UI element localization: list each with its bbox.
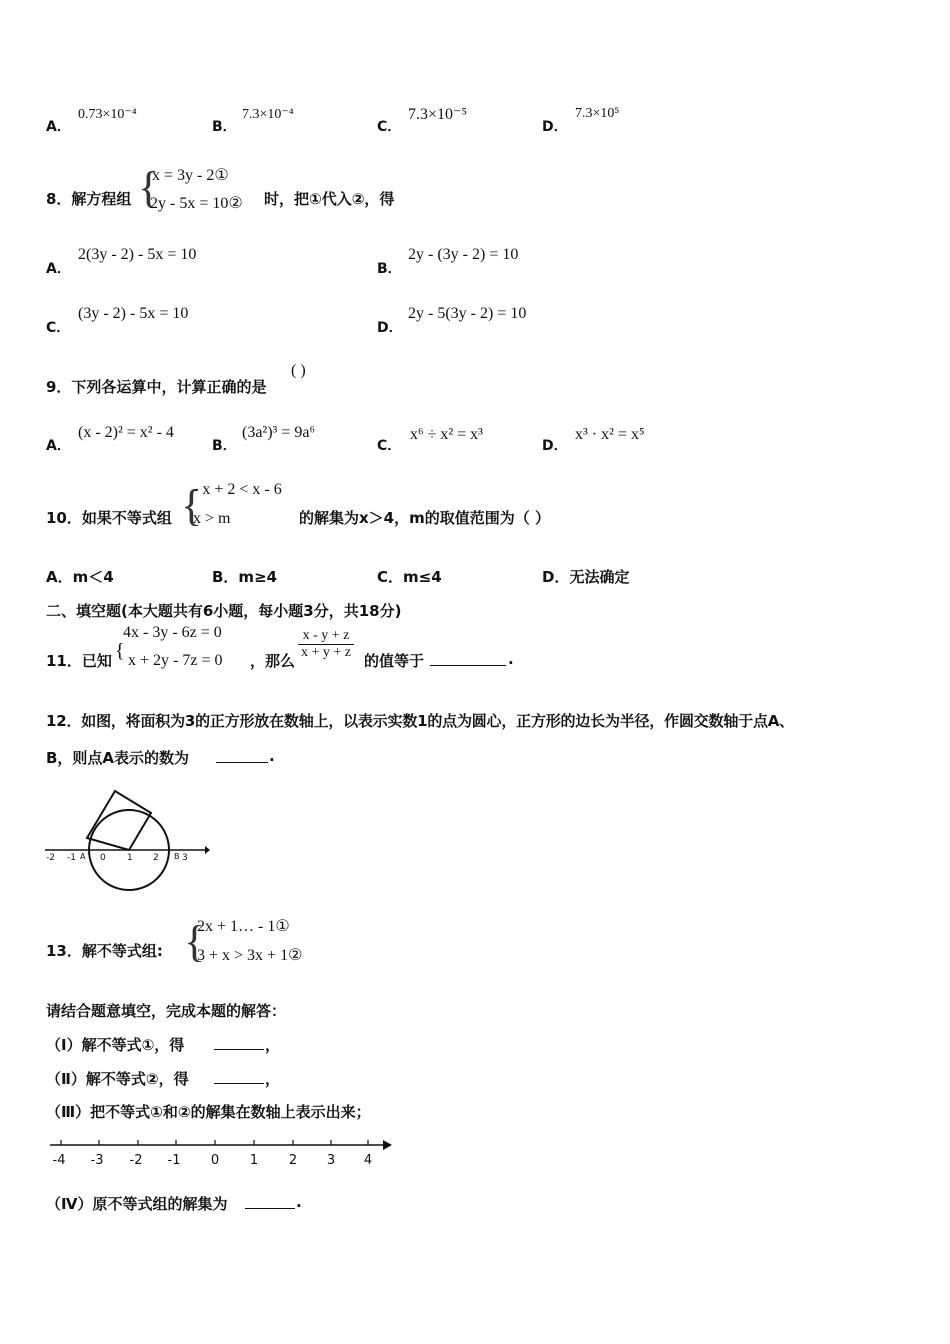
q12-answer-blank[interactable] [216,747,268,763]
q13-brace: { [184,917,206,966]
q8-option-a: 2(3y - 2) - 5x = 10 [78,246,197,263]
q12-square [87,791,151,850]
q10-option-a: A．m＜4 [46,568,114,586]
q13-step3: （Ⅲ）把不等式①和②的解集在数轴上表示出来； [46,1103,371,1121]
q12-line1: 12．如图，将面积为3的正方形放在数轴上，以表示实数1的点为圆心，正方形的边长为半径，作圆交数轴于点A、 [46,712,794,730]
q12-end: . [269,747,275,765]
q13-number-line [45,1133,395,1173]
q9-option-a: (x - 2)² = x² - 4 [78,424,174,441]
q12-axis-label: 3 [182,853,188,863]
q7-option-a-label: A． [46,119,71,135]
q10-option-d: D．无法确定 [542,568,630,586]
q11-fraction-denominator: x + y + z [301,645,352,660]
q13-step1-end: ， [265,1036,281,1054]
q13-prefix: 13．解不等式组: [46,942,163,960]
q9-paren: ( ) [291,362,306,379]
q11-fraction-numerator: x - y + z [298,628,354,645]
q7-option-c-label: C． [377,119,402,135]
q10-ineq2: x > m [193,510,231,527]
q13-step4-end: . [296,1193,302,1211]
q8-option-c-label: C． [46,320,71,336]
q11-suffix: 的值等于 [364,652,425,670]
q7-option-c: 7.3×10⁻⁵ [408,106,468,123]
q7-option-b: 7.3×10⁻⁴ [242,107,294,122]
q7-option-d: 7.3×10⁵ [575,106,620,121]
q10-ineq1: - x + 2 < x - 6 [193,481,282,498]
q13-axis-label: -1 [167,1153,181,1168]
q8-eq1: x = 3y - 2① [152,167,229,184]
q12-axis-label: 1 [127,853,133,863]
q12-axis-arrow [205,846,210,854]
q9-option-b: (3a²)³ = 9a⁶ [242,424,316,441]
q13-axis-label: -2 [129,1153,143,1168]
q10-prefix: 10．如果不等式组 [46,509,172,527]
q8-eq2: 2y - 5x = 10② [150,195,243,212]
q13-axis-label: 1 [249,1153,259,1168]
q12-line2: B，则点A表示的数为 [46,749,190,767]
q8-option-d-label: D． [377,320,403,336]
q10-option-b: B．m≥4 [212,568,278,586]
q13-ineq2: 3 + x > 3x + 1② [197,947,303,964]
q8-prefix: 8．解方程组 [46,190,132,208]
q8-suffix: 时，把①代入②，得 [264,190,395,208]
q9-stem: 9．下列各运算中，计算正确的是 [46,378,267,396]
q13-step1: （Ⅰ）解不等式①，得 [46,1036,185,1054]
q7-option-b-label: B． [212,119,237,135]
q12-axis-label: 0 [100,853,106,863]
q12-axis-label: -1 [67,853,76,863]
q11-answer-blank[interactable] [430,650,506,666]
q12-axis-label: A [80,852,86,861]
q13-step2-end: ， [265,1070,281,1088]
q8-option-b: 2y - (3y - 2) = 10 [408,246,519,263]
q13-step4: （Ⅳ）原不等式组的解集为 [46,1195,228,1213]
q13-step1-blank[interactable] [214,1034,264,1050]
q10-suffix: 的解集为x＞4，m的取值范围为（ ） [299,509,550,527]
q9-option-c-label: C． [377,438,402,454]
section-2-heading: 二、填空题(本大题共有6小题，每小题3分，共18分) [46,602,402,620]
q7-option-a: 0.73×10⁻⁴ [78,107,137,122]
q10-option-c: C．m≤4 [377,568,442,586]
q13-axis-label: 2 [288,1153,298,1168]
q8-option-b-label: B． [377,261,402,277]
q11-mid: ，那么 [250,652,296,670]
q13-axis-label: 4 [363,1153,373,1168]
q11-eq2: x + 2y - 7z = 0 [128,652,223,669]
q9-option-d: x³ · x² = x⁵ [575,426,645,443]
q13-step2-blank[interactable] [214,1068,264,1084]
q13-axis-label: -4 [52,1153,66,1168]
q13-axis-label: 3 [326,1153,336,1168]
q7-option-d-label: D． [542,119,568,135]
q13-axis-label: -3 [90,1153,104,1168]
q12-figure [40,785,210,895]
q9-option-d-label: D． [542,438,568,454]
q11-fraction [298,628,354,661]
q9-option-c: x⁶ ÷ x² = x³ [410,426,483,443]
q12-axis-label: B [174,852,180,861]
q8-brace: { [138,163,160,212]
q9-option-a-label: A． [46,438,71,454]
q13-step2: （Ⅱ）解不等式②，得 [46,1070,189,1088]
q8-option-c: (3y - 2) - 5x = 10 [78,305,189,322]
q12-axis-label: 2 [153,853,159,863]
q10-brace: { [181,481,203,530]
q12-axis-label: -2 [46,853,55,863]
q9-option-b-label: B． [212,438,237,454]
q8-option-d: 2y - 5(3y - 2) = 10 [408,305,527,322]
q11-eq1: 4x - 3y - 6z = 0 [123,624,222,641]
q11-prefix: 11．已知 [46,652,112,670]
q11-end: . [508,650,514,668]
q13-ineq1: 2x + 1… - 1① [197,918,290,935]
q13-instruction: 请结合题意填空，完成本题的解答： [46,1002,287,1020]
q8-option-a-label: A． [46,261,71,277]
q13-axis-arrow [383,1140,392,1150]
q11-brace: { [115,640,125,662]
q13-axis-label: 0 [210,1153,220,1168]
q13-step4-blank[interactable] [245,1193,295,1209]
